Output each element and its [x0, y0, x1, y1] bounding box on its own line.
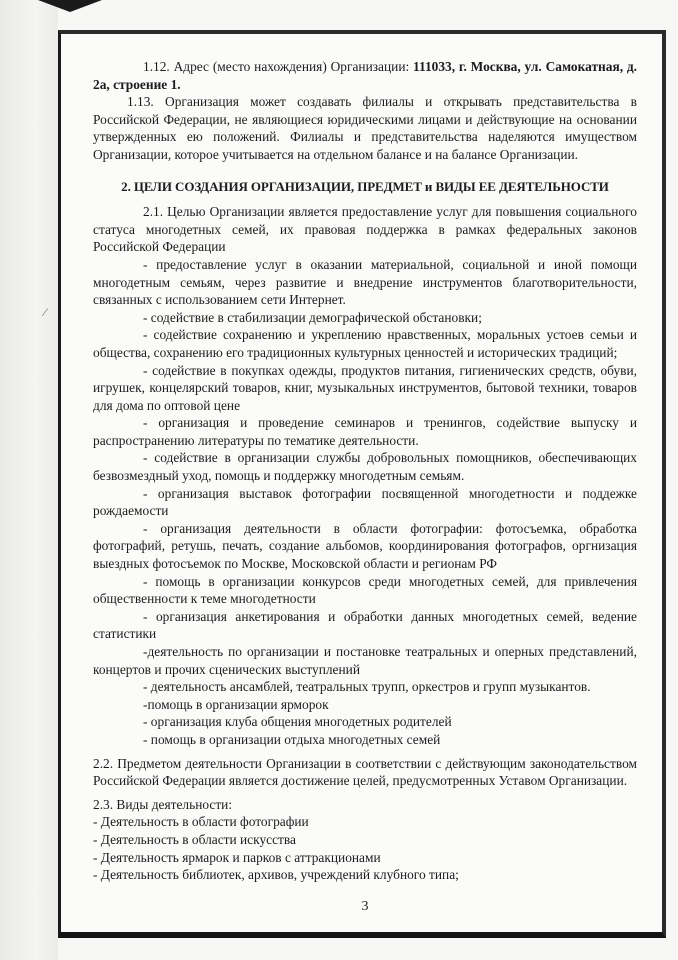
- page-number: 3: [361, 898, 369, 914]
- clause-2-2: 2.2. Предметом деятельности Организации в соответствии с действующим законодательством Российской Федерации является достижение целей, предусмотренных Уставом Организации.: [93, 755, 637, 789]
- goal-item: - содействие в стабилизации демографической обстановки;: [143, 309, 482, 325]
- organization-address: 111033, г. Москва, ул. Самокатная, д. 2а, строение 1.: [93, 59, 637, 92]
- goal-item: - содействие сохранению и укреплению нравственных, моральных устоев семьи и общества, сохранению его традиционных культурных ценностей и исторических традиций;: [93, 327, 637, 360]
- goal-item: - организация выставок фотографии посвященной многодетности и поддежке рождаемости: [93, 485, 637, 519]
- goal-item: - деятельность ансамблей, театральных трупп, оркестров и групп музыкантов.: [143, 679, 591, 695]
- goal-item: -помощь в организации ярморок: [143, 696, 329, 712]
- goals-list: [93, 256, 637, 749]
- goal-item: - помощь в организации конкурсов среди многодетных семей, для привлечения общественности к теме многодетности: [93, 573, 637, 607]
- scan-left-margin: [0, 0, 58, 960]
- clause-2-3-title: 2.3. Виды деятельности:: [93, 796, 233, 812]
- clause-1-13: 1.13. Организация может создавать филиалы и открывать представительства в Российской Федерации, не являющиеся юридическими лицами и действующие на основании утвержденных ею положений. Филиалы и представительства наделяются имуществом Организации, которое учитывается на отдельном балансе и на балансе Организации.: [93, 94, 637, 162]
- scan-binder-mark: [38, 0, 102, 12]
- clause-2-1: 2.1. Целью Организации является предоставление услуг для повышения социального статуса многодетных семей, их правовая поддержка в рамках федеральных законов Российской Федерации: [93, 204, 637, 255]
- activities-list: [93, 813, 637, 883]
- staple-mark-icon: ⁄: [44, 305, 47, 319]
- clause-1-12-text: 1.12. Адрес (место нахождения) Организации:: [143, 59, 414, 74]
- document-body: [93, 58, 637, 915]
- goal-item: -деятельность по организации и постановке театральных и оперных представлений, концертов и прочих сценических выступлений: [93, 644, 637, 677]
- goal-item: - организация и проведение семинаров и тренингов, содействие выпуску и распространению литературы по тематике деятельности.: [93, 415, 637, 448]
- activity-item: - Деятельность библиотек, архивов, учреждений клубного типа;: [93, 867, 459, 883]
- goal-item: - организация анкетирования и обработки данных многодетных семей, ведение статистики: [93, 608, 637, 642]
- goal-item: - организация клуба общения многодетных родителей: [143, 714, 452, 730]
- goal-item: - содействие в покупках одежды, продуктов питания, гигиенических средств, обуви, игрушек, концелярский товаров, книг, музыкальных инструментов, бытовой техники, товаров для дома по оптовой цене: [93, 362, 637, 413]
- section-2-heading: 2. ЦЕЛИ СОЗДАНИЯ ОРГАНИЗАЦИИ, ПРЕДМЕТ и ВИДЫ ЕЕ ДЕЯТЕЛЬНОСТИ: [121, 178, 609, 194]
- clause-1-12: [93, 58, 637, 93]
- goal-item: - предоставление услуг в оказании материальной, социальной и иной помощи многодетным семьям, через развитие и внедрение инструментов благотворительности, связанных с использованием сети Интернет.: [93, 256, 637, 308]
- goal-item: - содействие в организации службы добровольных помощников, обеспечивающих безвозмездный уход, помощь и поддержку многодетным семьям.: [93, 450, 637, 484]
- activity-item: - Деятельность в области фотографии: [93, 814, 309, 830]
- goal-item: - помощь в организации отдыха многодетных семей: [143, 731, 441, 747]
- activity-item: - Деятельность ярмарок и парков с аттракционами: [93, 849, 381, 865]
- activity-item: - Деятельность в области искусства: [93, 831, 296, 847]
- goal-item: - организация деятельности в области фотографии: фотосъемка, обработка фотографий, ретушь, печать, создание альбомов, координирования фотографов, оргнизация выездных фотосъемок по Москве, Московской области и регионам РФ: [93, 520, 637, 572]
